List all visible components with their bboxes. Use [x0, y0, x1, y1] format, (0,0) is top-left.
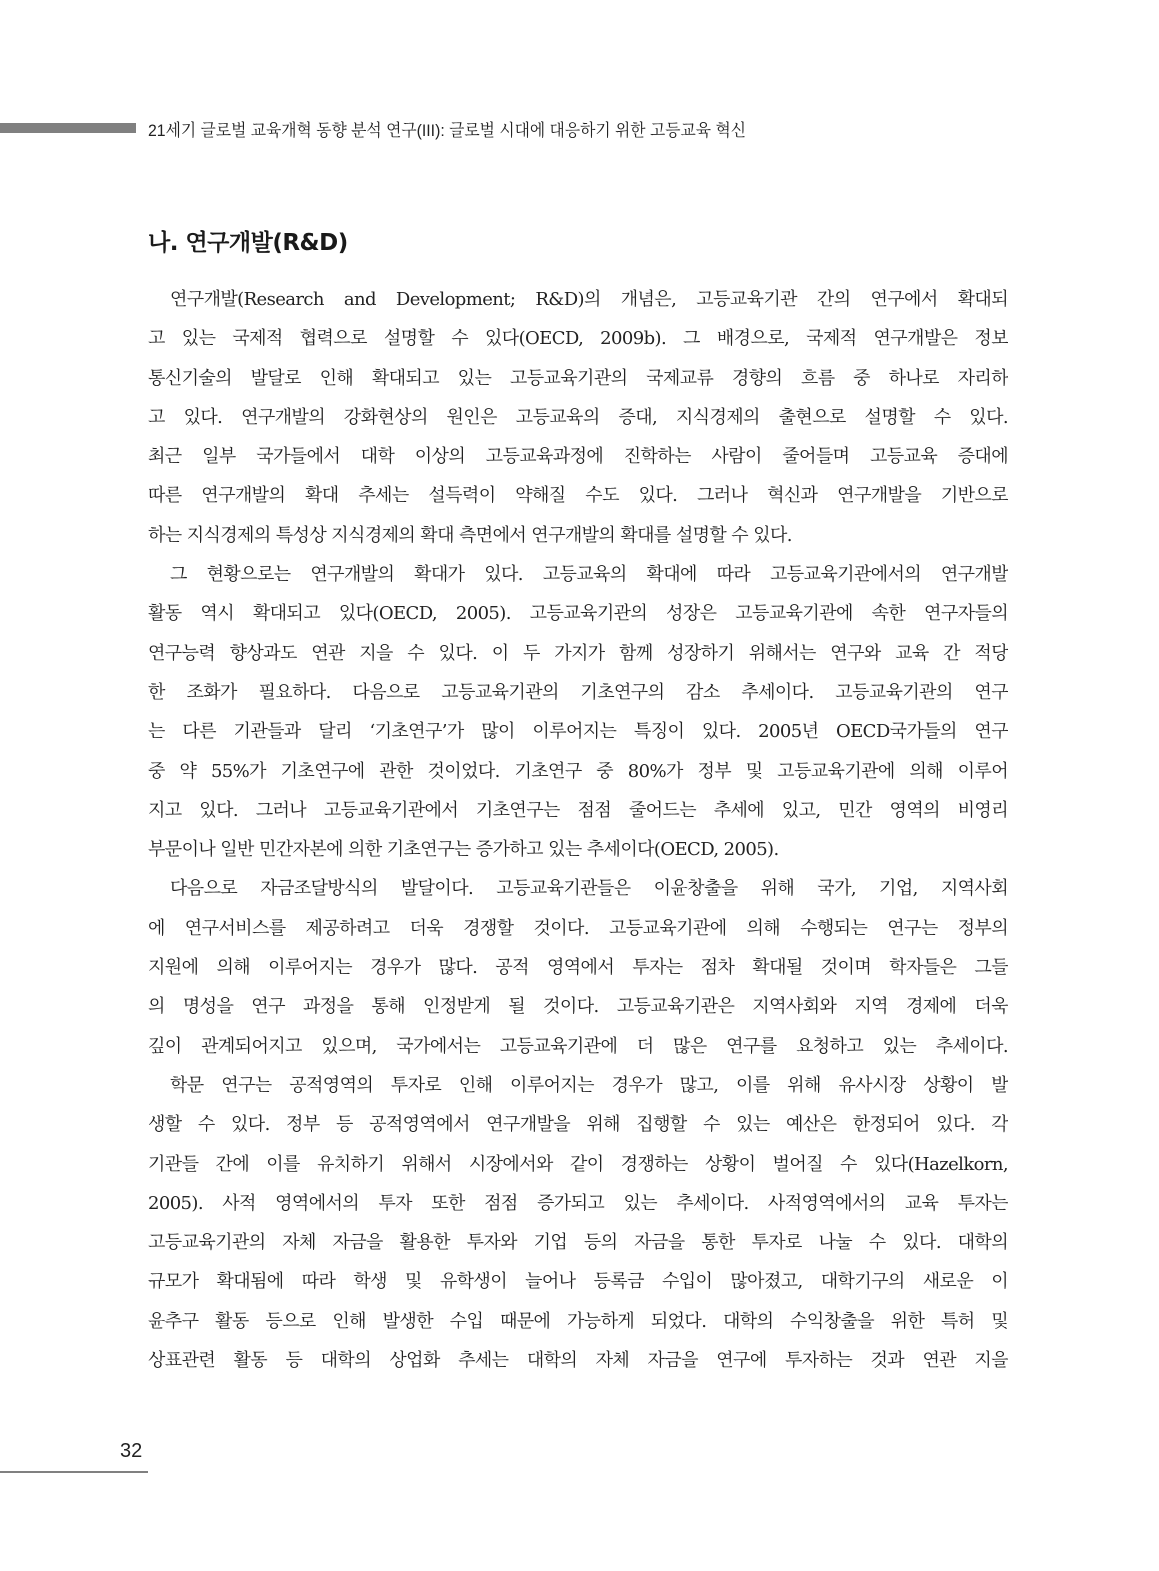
text-line: 활동 역시 확대되고 있다(OECD, 2005). 고등교육기관의 성장은 고등교육기관에 속한 연구자들의 — [148, 603, 1008, 625]
text-line: 규모가 확대됨에 따라 학생 및 유학생이 늘어나 등록금 수입이 많아졌고, 대학기구의 새로운 이 — [148, 1271, 1008, 1293]
footer-rule — [0, 1471, 148, 1473]
text-line: 연구능력 향상과도 연관 지을 수 있다. 이 두 가지가 함께 성장하기 위해서는 연구와 교육 간 적당 — [148, 642, 1008, 664]
page-number: 32 — [120, 1440, 143, 1462]
paragraph — [148, 869, 1008, 1065]
text-line: 2005). 사적 영역에서의 투자 또한 점점 증가되고 있는 추세이다. 사적영역에서의 교육 투자는 — [148, 1192, 1008, 1214]
text-line: 그 현황으로는 연구개발의 확대가 있다. 고등교육의 확대에 따라 고등교육기관에서의 연구개발 — [170, 564, 1008, 586]
running-header: 21세기 글로벌 교육개혁 동향 분석 연구(III): 글로벌 시대에 대응하기 위한 고등교육 혁신 — [148, 121, 747, 140]
text-line: 에 연구서비스를 제공하려고 더욱 경쟁할 것이다. 고등교육기관에 의해 수행되는 연구는 정부의 — [148, 917, 1008, 939]
text-line: 연구개발(Research and Development; R&D)의 개념은, 고등교육기관 간의 연구에서 확대되 — [170, 289, 1008, 310]
text-line: 는 다른 기관들과 달리 ‘기초연구’가 많이 이루어지는 특징이 있다. 2005년 OECD국가들의 연구 — [148, 721, 1008, 743]
text-line: 상표관련 활동 등 대학의 상업화 추세는 대학의 자체 자금을 연구에 투자하는 것과 연관 지을 — [148, 1350, 1008, 1372]
text-line: 부문이나 일반 민간자본에 의한 기초연구는 증가하고 있는 추세이다(OECD, 2005). — [148, 839, 779, 861]
text-line: 한 조화가 필요하다. 다음으로 고등교육기관의 기초연구의 감소 추세이다. 고등교육기관의 연구 — [148, 681, 1008, 703]
text-line: 통신기술의 발달로 인해 확대되고 있는 고등교육기관의 국제교류 경향의 흐름 중 하나로 자리하 — [148, 367, 1008, 389]
text-line: 의 명성을 연구 과정을 통해 인정받게 될 것이다. 고등교육기관은 지역사회와 지역 경제에 더욱 — [148, 996, 1008, 1018]
paragraph — [148, 280, 1008, 555]
text-line: 지고 있다. 그러나 고등교육기관에서 기초연구는 점점 줄어드는 추세에 있고, 민간 영역의 비영리 — [148, 799, 1008, 821]
text-line: 고등교육기관의 자체 자금을 활용한 투자와 기업 등의 자금을 통한 투자로 나눌 수 있다. 대학의 — [148, 1232, 1008, 1254]
text-line: 깊이 관계되어지고 있으며, 국가에서는 고등교육기관에 더 많은 연구를 요청하고 있는 추세이다. — [148, 1035, 1008, 1057]
text-line: 고 있는 국제적 협력으로 설명할 수 있다(OECD, 2009b). 그 배경으로, 국제적 연구개발은 정보 — [148, 328, 1008, 350]
text-line: 하는 지식경제의 특성상 지식경제의 확대 측면에서 연구개발의 확대를 설명할 수 있다. — [148, 524, 792, 546]
text-line: 따른 연구개발의 확대 추세는 설득력이 약해질 수도 있다. 그러나 혁신과 연구개발을 기반으로 — [148, 485, 1008, 507]
paragraph — [148, 555, 1008, 869]
text-line: 지원에 의해 이루어지는 경우가 많다. 공적 영역에서 투자는 점차 확대될 것이며 학자들은 그들 — [148, 957, 1008, 979]
text-line: 학문 연구는 공적영역의 투자로 인해 이루어지는 경우가 많고, 이를 위해 유사시장 상황이 발 — [170, 1074, 1008, 1096]
header-bar — [0, 123, 136, 133]
text-line: 기관들 간에 이를 유치하기 위해서 시장에서와 같이 경쟁하는 상황이 벌어질 수 있다(Hazelkorn, — [148, 1153, 1008, 1175]
body-text — [148, 280, 1008, 1380]
text-line: 다음으로 자금조달방식의 발달이다. 고등교육기관들은 이윤창출을 위해 국가, 기업, 지역사회 — [170, 878, 1008, 900]
text-line: 생할 수 있다. 정부 등 공적영역에서 연구개발을 위해 집행할 수 있는 예산은 한정되어 있다. 각 — [148, 1114, 1008, 1136]
text-line: 고 있다. 연구개발의 강화현상의 원인은 고등교육의 증대, 지식경제의 출현으로 설명할 수 있다. — [148, 406, 1008, 428]
text-line: 중 약 55%가 기초연구에 관한 것이었다. 기초연구 중 80%가 정부 및 고등교육기관에 의해 이루어 — [148, 760, 1008, 782]
paragraph — [148, 1066, 1008, 1380]
section-title: 나. 연구개발(R&D) — [148, 230, 348, 256]
text-line: 윤추구 활동 등으로 인해 발생한 수입 때문에 가능하게 되었다. 대학의 수익창출을 위한 특허 및 — [148, 1310, 1008, 1332]
text-line: 최근 일부 국가들에서 대학 이상의 고등교육과정에 진학하는 사람이 줄어들며 고등교육 증대에 — [148, 446, 1008, 468]
